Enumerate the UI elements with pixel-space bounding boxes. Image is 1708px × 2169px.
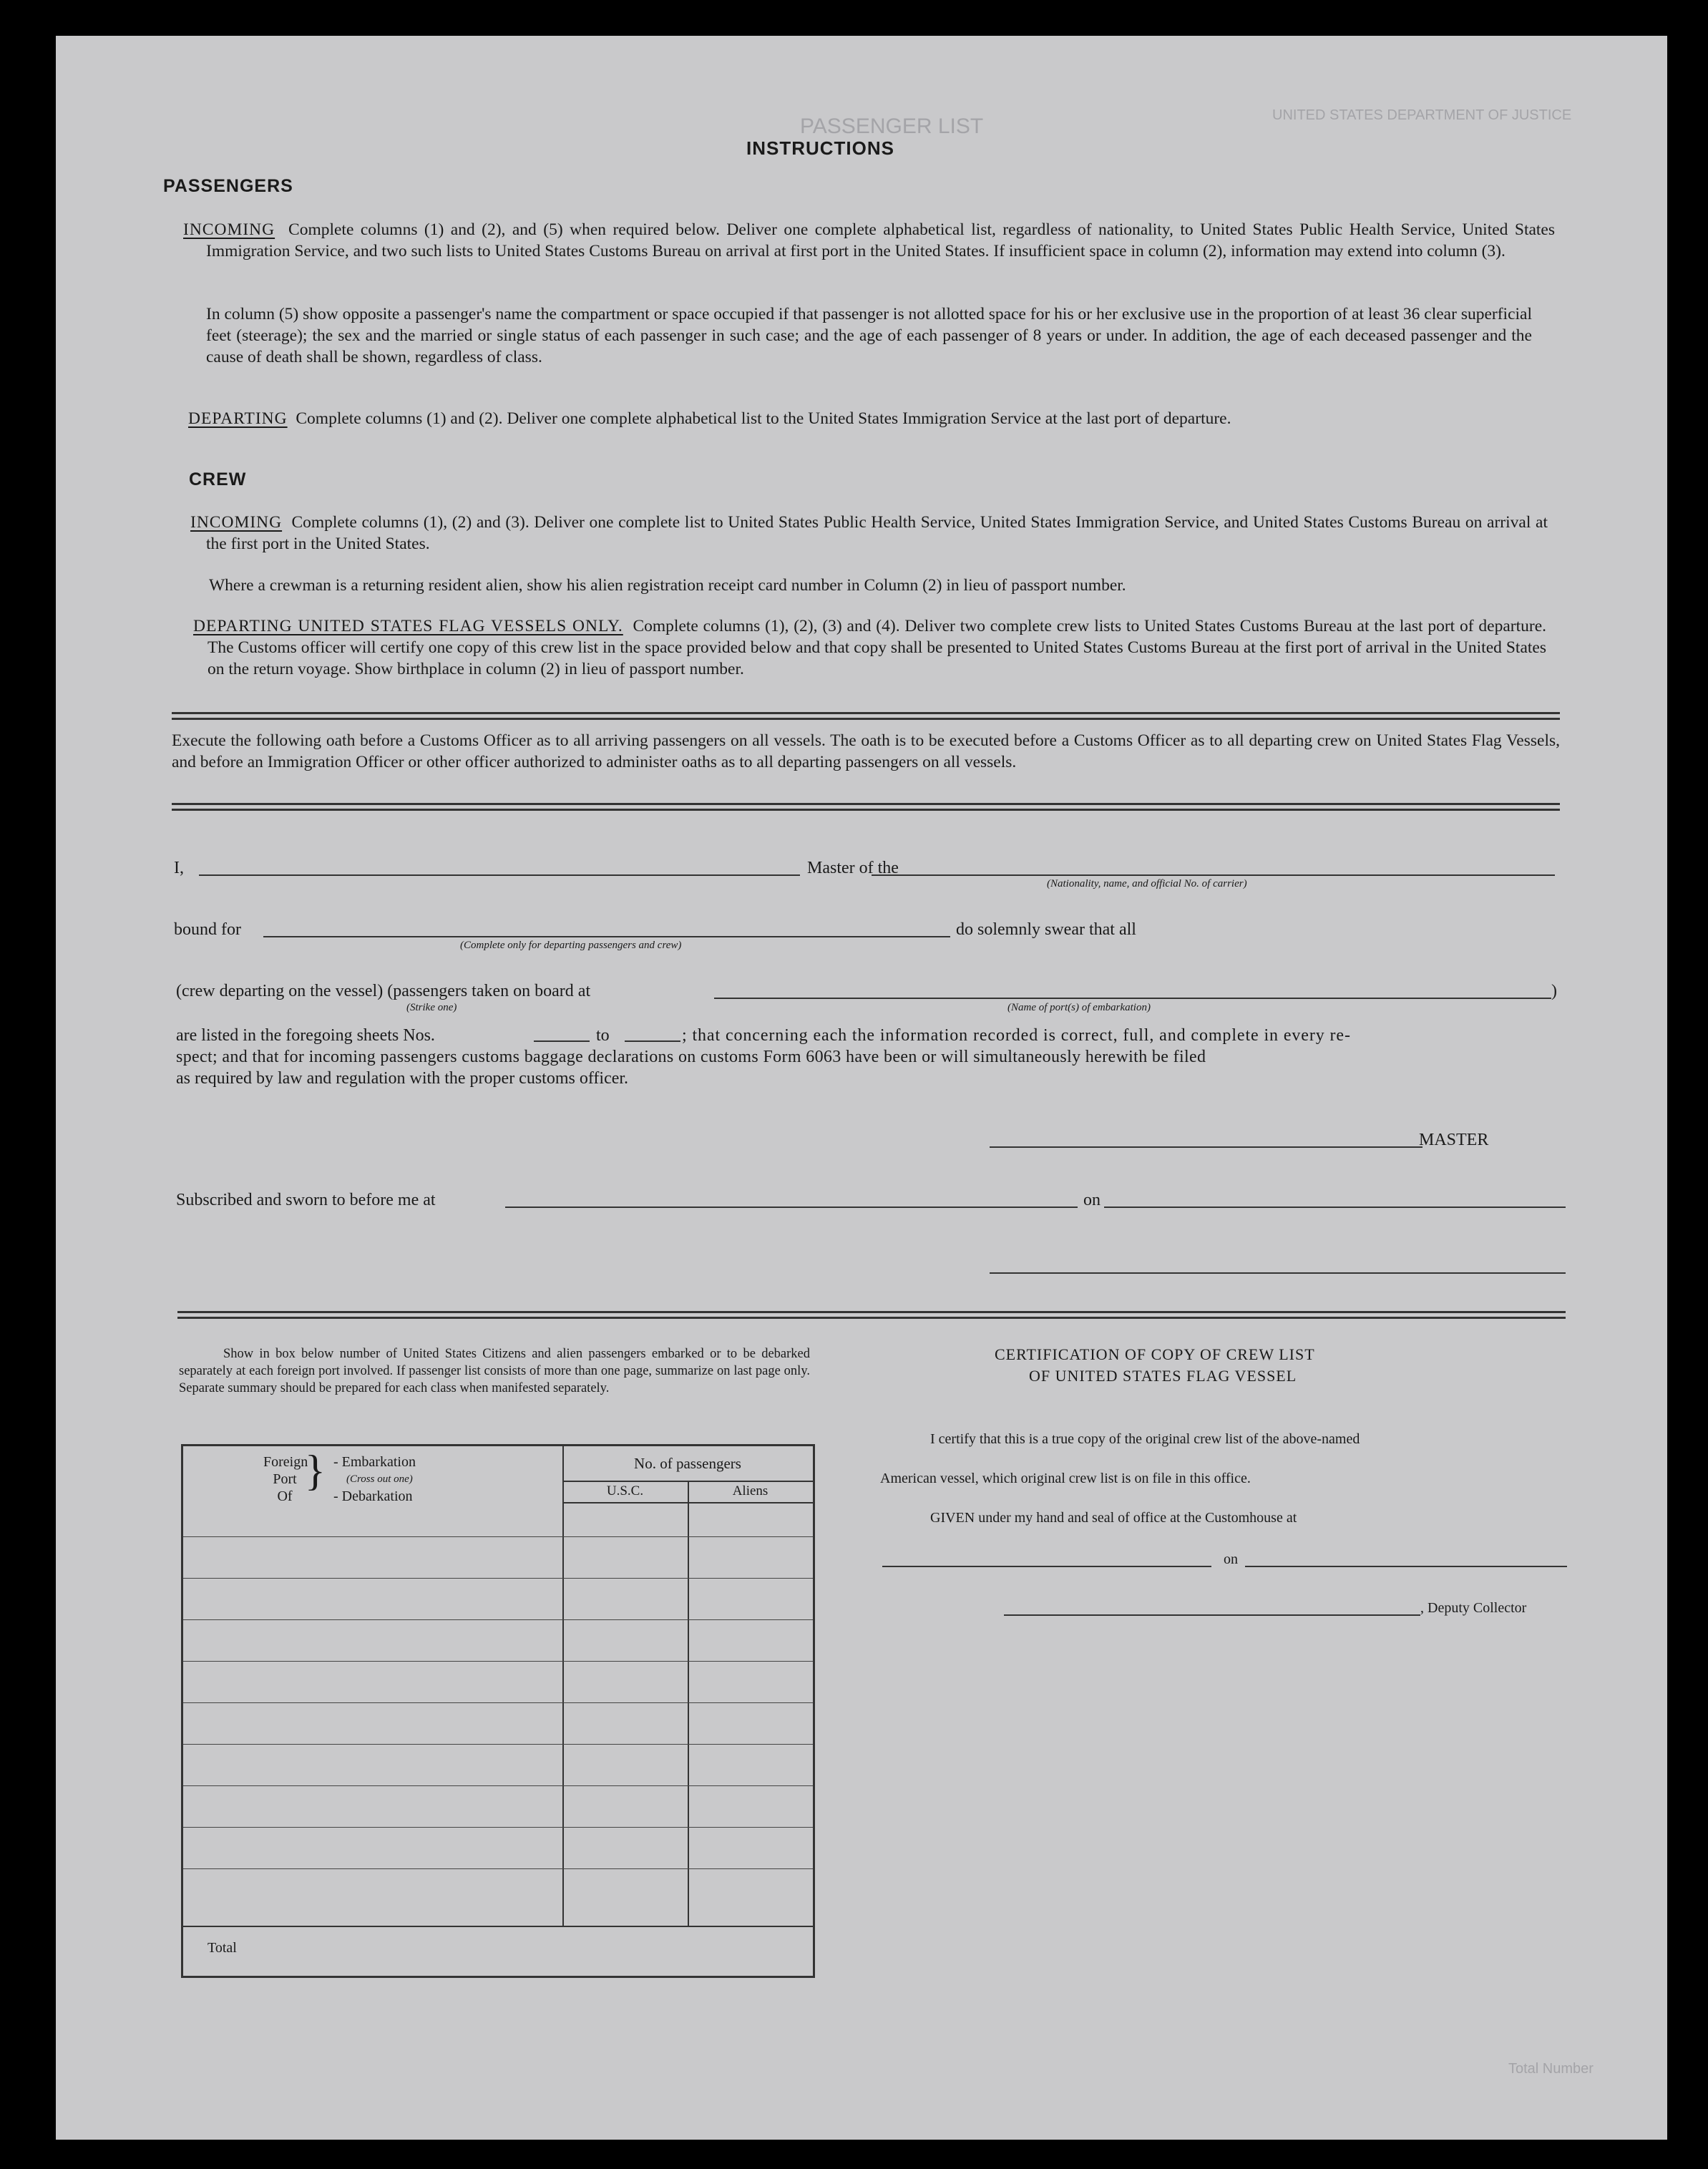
passengers-incoming-paragraph (183, 219, 1555, 262)
certification-date-field[interactable] (1245, 1566, 1567, 1567)
crew-departing-label: DEPARTING UNITED STATES FLAG VESSELS ONLY. (193, 617, 623, 635)
deputy-collector-label: , Deputy Collector (1420, 1600, 1527, 1616)
crew-passengers-label: (crew departing on the vessel) (passengers taken on board at (176, 982, 591, 1000)
usc-header: U.S.C. (606, 1483, 644, 1498)
subscribed-label: Subscribed and sworn to before me at (176, 1191, 436, 1209)
master-name-field[interactable] (199, 874, 800, 876)
page-title: INSTRUCTIONS (746, 137, 894, 159)
crew-departing-paragraph (193, 615, 1546, 680)
crew-incoming-text: Complete columns (1), (2) and (3). Deliver one complete list to United States Public Health Service, United States Immigration Service, and United States Customs Bureau on arrival at the first port in the United States. (206, 513, 1548, 553)
port-caption: (Name of port(s) of embarkation) (1007, 1002, 1151, 1013)
carrier-field[interactable] (872, 874, 1555, 876)
crew-departing-text: Complete columns (1), (2), (3) and (4). Deliver two complete crew lists to United States Customs Bureau at the last port of departure. The Customs officer will certify one copy of this crew list in the space provided below and that copy shall be presented to United States Customs Bureau at the first port of arrival in the United States on the return voyage. Show birthplace in column (2) in lieu of passport number. (208, 617, 1546, 678)
table-row[interactable] (183, 1785, 813, 1786)
certify-text-1: I certify that this is a true copy of the original crew list of the above-named (930, 1431, 1360, 1447)
passengers-departing-text: Complete columns (1) and (2). Deliver one complete alphabetical list to the United States Immigration Service at the last port of departure. (296, 409, 1231, 428)
bleed-through-mark: PASSENGER LIST (800, 114, 984, 138)
sheet-from-field[interactable] (534, 1040, 590, 1042)
passengers-heading: PASSENGERS (163, 176, 293, 196)
section-divider (172, 803, 1560, 811)
table-row[interactable] (183, 1868, 813, 1869)
master-label: MASTER (1419, 1131, 1489, 1149)
certification-title-1: CERTIFICATION OF COPY OF CREW LIST (995, 1345, 1315, 1363)
foreign-port-of-label: Foreign Port Of (263, 1454, 308, 1504)
crew-alien-paragraph (209, 575, 1532, 596)
deputy-signature-field[interactable] (1004, 1614, 1420, 1616)
oath-i-label: I, (174, 859, 184, 877)
swear-label: do solemnly swear that all (956, 920, 1136, 939)
close-paren: ) (1551, 982, 1557, 1000)
summary-table (181, 1444, 815, 1978)
passengers-departing-label: DEPARTING (188, 409, 288, 428)
table-row[interactable] (183, 1661, 813, 1662)
certification-title-2: OF UNITED STATES FLAG VESSEL (1029, 1367, 1297, 1385)
customhouse-field[interactable] (882, 1566, 1211, 1567)
passengers-incoming-label: INCOMING (183, 220, 275, 239)
usc-aliens-divider (688, 1481, 689, 1926)
listed-to-label: to (596, 1026, 610, 1045)
port-embarkation-field[interactable] (714, 998, 1551, 999)
crew-alien-text: Where a crewman is a returning resident alien, show his alien registration receipt card number in Column (2) in lieu of passport number. (209, 576, 1126, 595)
aliens-header: Aliens (732, 1483, 768, 1498)
listed-label-3: spect; and that for incoming passengers customs baggage declarations on customs Form 6063 have been or will simultaneously herewith be filed (176, 1048, 1206, 1066)
passengers-column5-text: In column (5) show opposite a passenger's name the compartment or space occupied if that passenger is not allotted space for his or her exclusive use in the proportion of at least 36 clear superficial feet (steerage); the sex and the married or single status of each passenger in such case; and the age of each passenger of 8 years or under. In addition, the age of each deceased passenger and the cause of death shall be shown, regardless of class. (206, 305, 1532, 366)
strike-caption: (Strike one) (406, 1002, 457, 1013)
port-column (183, 1446, 564, 1926)
bound-for-caption: (Complete only for departing passengers and crew) (460, 940, 682, 951)
total-row-divider (183, 1926, 813, 1927)
bound-for-label: bound for (174, 920, 241, 939)
document-sheet (56, 36, 1667, 2140)
table-row[interactable] (183, 1827, 813, 1828)
crew-heading: CREW (189, 469, 247, 489)
table-row[interactable] (183, 1578, 813, 1579)
sworn-on-label: on (1083, 1191, 1101, 1209)
bleed-through-mark: UNITED STATES DEPARTMENT OF JUSTICE (1272, 107, 1572, 123)
given-text: GIVEN under my hand and seal of office at the Customhouse at (930, 1510, 1297, 1526)
certify-text-2: American vessel, which original crew list is on file in this office. (880, 1471, 1251, 1486)
master-signature-field[interactable] (990, 1146, 1422, 1148)
no-passengers-header: No. of passengers (634, 1455, 741, 1472)
bleed-through-mark: Total Number (1508, 2061, 1594, 2077)
table-row[interactable] (183, 1619, 813, 1620)
carrier-caption: (Nationality, name, and official No. of carrier) (1047, 878, 1247, 889)
table-row[interactable] (183, 1744, 813, 1745)
section-divider (172, 712, 1560, 720)
sworn-place-field[interactable] (505, 1207, 1078, 1208)
master-of-label: Master of the (807, 859, 899, 877)
oath-intro: Execute the following oath before a Customs Officer as to all arriving passengers on all vessels. The oath is to be executed before a Customs Officer as to all departing crew on United States Flag Vessels, and before an Immigration Officer or other officer authorized to administer oaths as to all departing passengers on all vessels. (172, 731, 1560, 771)
sworn-date-field[interactable] (1104, 1207, 1566, 1208)
officer-signature-field[interactable] (990, 1272, 1566, 1274)
table-row[interactable] (183, 1536, 813, 1537)
bound-for-field[interactable] (263, 936, 950, 937)
total-label: Total (208, 1940, 237, 1956)
summary-note: Show in box below number of United States Citizens and alien passengers embarked or to be debarked separately at each foreign port involved. If passenger list consists of more than one page, summarize on last page only. Separate summary should be prepared for each class when manifested separately. (179, 1347, 810, 1395)
embark-debark-label: - Embarkation (Cross out one) - Debarkation (333, 1454, 416, 1504)
passengers-column5-paragraph (206, 303, 1532, 368)
crew-incoming-label: INCOMING (190, 513, 283, 532)
sheet-to-field[interactable] (625, 1040, 680, 1042)
brace-glyph: } (305, 1447, 326, 1494)
listed-label-1: are listed in the foregoing sheets Nos. (176, 1026, 435, 1045)
passengers-incoming-text: Complete columns (1) and (2), and (5) when required below. Deliver one complete alphabetical list, regardless of nationality, to United States Public Health Service, United States Immigration Service, and two such lists to United States Customs Bureau on arrival at first port in the United States. If insufficient space in column (2), information may extend into column (3). (206, 220, 1556, 260)
listed-label-2: ; that concerning each the information recorded is correct, full, and complete in every re- (682, 1026, 1351, 1045)
certification-on-label: on (1224, 1551, 1238, 1567)
passengers-departing-paragraph (188, 408, 1549, 429)
section-divider (177, 1311, 1566, 1319)
crew-incoming-paragraph (190, 512, 1548, 555)
table-row[interactable] (183, 1702, 813, 1703)
listed-label-4: as required by law and regulation with the proper customs officer. (176, 1069, 629, 1088)
